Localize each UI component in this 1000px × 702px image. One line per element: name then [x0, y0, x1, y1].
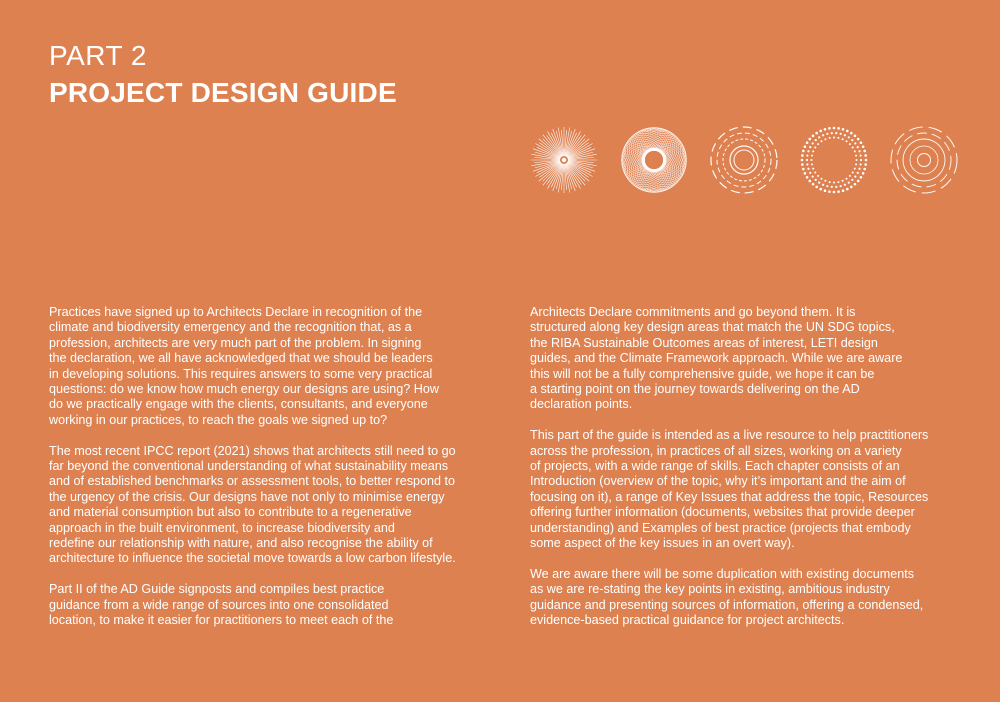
text-line: The most recent IPCC report (2021) shows that architects still need to go — [49, 443, 456, 458]
text-line: guides, and the Climate Framework approach. While we are aware — [530, 351, 903, 366]
dotted-rings-icon — [799, 125, 869, 195]
text-line: guidance from a wide range of sources into one consolidated — [49, 597, 389, 612]
text-line: a starting point on the journey towards delivering on the AD — [530, 382, 860, 397]
text-line: approach in the built environment, to increase biodiversity and — [49, 520, 395, 535]
text-line: Part II of the AD Guide signposts and compiles best practice — [49, 582, 385, 597]
radiating-lines-icon — [529, 125, 599, 195]
text-line: Practices have signed up to Architects Declare in recognition of the — [49, 305, 423, 319]
text-line: focusing on it), a range of Key Issues that address the topic, Resources — [530, 489, 929, 504]
text-line: evidence-based practical guidance for project architects. — [530, 613, 845, 628]
spirograph-ring-icon — [619, 125, 689, 195]
text-line: and material consumption but also to contribute to a regenerative — [49, 505, 412, 520]
text-line: Architects Declare commitments and go beyond them. It is — [530, 305, 856, 319]
text-line: We are aware there will be some duplication with existing documents — [530, 566, 915, 581]
paragraph — [530, 305, 970, 413]
text-line: in developing solutions. This requires answers to some very practical — [49, 366, 433, 381]
text-line: guidance and presenting sources of information, offering a condensed, — [530, 597, 924, 612]
text-line: understanding) and Examples of best practice (projects that embody — [530, 520, 911, 535]
body-column-left — [49, 305, 499, 644]
text-line: the RIBA Sustainable Outcomes areas of interest, LETI design — [530, 335, 878, 350]
text-line: the urgency of the crisis. Our designs have not only to minimise energy — [49, 489, 445, 504]
text-line: offering further information (documents, websites that provide deeper — [530, 505, 915, 520]
text-line: as we are re-stating the key points in existing, ambitious industry — [530, 582, 890, 597]
text-line: the declaration, we all have acknowledged that we should be leaders — [49, 351, 433, 366]
segmented-rings-icon — [709, 125, 779, 195]
text-line: do we practically engage with the clients, consultants, and everyone — [49, 397, 428, 412]
text-line: profession, architects are very much part of the problem. In signing — [49, 335, 422, 350]
concentric-dashed-rings-icon — [889, 125, 959, 195]
page-title: PROJECT DESIGN GUIDE — [49, 77, 397, 108]
paragraph — [49, 305, 499, 428]
text-line: Introduction (overview of the topic, why it’s important and the aim of — [530, 474, 906, 489]
paragraph — [49, 582, 499, 628]
text-line: of projects, with a wide range of skills. Each chapter consists of an — [530, 459, 900, 474]
text-line: far beyond the conventional understanding of what sustainability means — [49, 459, 449, 474]
text-line: and of established benchmarks or assessment tools, to better respond to — [49, 474, 456, 489]
paragraph — [49, 444, 499, 567]
text-line: declaration points. — [530, 397, 633, 412]
icon-row — [529, 125, 959, 195]
text-line: structured along key design areas that match the UN SDG topics, — [530, 320, 895, 335]
part-label: PART 2 — [49, 40, 147, 71]
text-line: across the profession, in practices of all sizes, working on a variety — [530, 443, 902, 458]
text-line: architecture to influence the societal move towards a low carbon lifestyle. — [49, 551, 456, 566]
text-line: location, to make it easier for practitioners to meet each of the — [49, 613, 394, 628]
text-line: some aspect of the key issues in an overt way). — [530, 536, 795, 551]
paragraph — [530, 428, 970, 551]
text-line: this will not be a fully comprehensive guide, we hope it can be — [530, 366, 875, 381]
text-line: This part of the guide is intended as a live resource to help practitioners — [530, 428, 929, 443]
text-line: redefine our relationship with nature, and also recognise the ability of — [49, 536, 433, 551]
text-line: working in our practices, to reach the goals we signed up to? — [49, 412, 388, 427]
text-line: climate and biodiversity emergency and the recognition that, as a — [49, 320, 412, 335]
paragraph — [530, 567, 970, 629]
body-column-right — [530, 305, 970, 644]
text-line: questions: do we know how much energy our designs are using? How — [49, 382, 439, 397]
